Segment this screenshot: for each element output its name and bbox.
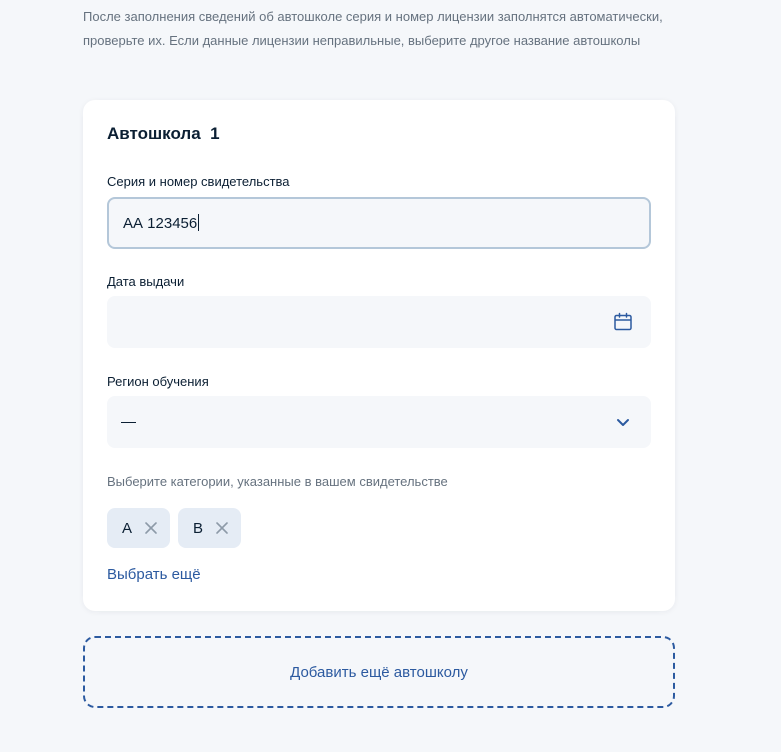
close-icon[interactable] <box>215 521 229 535</box>
region-value: — <box>121 413 136 431</box>
certificate-value: АА 123456 <box>123 215 198 232</box>
issue-date-label: Дата выдачи <box>107 274 185 289</box>
close-icon[interactable] <box>144 521 158 535</box>
certificate-input[interactable] <box>107 197 651 249</box>
certificate-label: Серия и номер свидетельства <box>107 174 290 189</box>
card-title: Автошкола 1 <box>107 124 220 143</box>
calendar-icon[interactable] <box>613 312 633 332</box>
category-chip-a[interactable] <box>107 508 170 548</box>
select-more-link[interactable]: Выбрать ещё <box>107 566 201 583</box>
chip-label: A <box>122 519 133 537</box>
text-cursor <box>198 214 199 231</box>
driving-school-card <box>83 100 675 611</box>
info-text: После заполнения сведений об автошколе серия и номер лицензии заполнятся автоматически, проверьте их. Если данные лицензии неправильные, выберите другое название автошколы <box>83 9 663 48</box>
region-select[interactable] <box>107 396 651 448</box>
categories-hint: Выберите категории, указанные в вашем свидетельстве <box>107 474 448 489</box>
issue-date-input[interactable] <box>107 296 651 348</box>
add-school-button[interactable]: Добавить ещё автошколу <box>83 636 675 708</box>
region-label: Регион обучения <box>107 374 209 389</box>
category-chip-b[interactable] <box>178 508 241 548</box>
chip-label: B <box>193 519 204 537</box>
chevron-down-icon[interactable] <box>613 412 633 432</box>
